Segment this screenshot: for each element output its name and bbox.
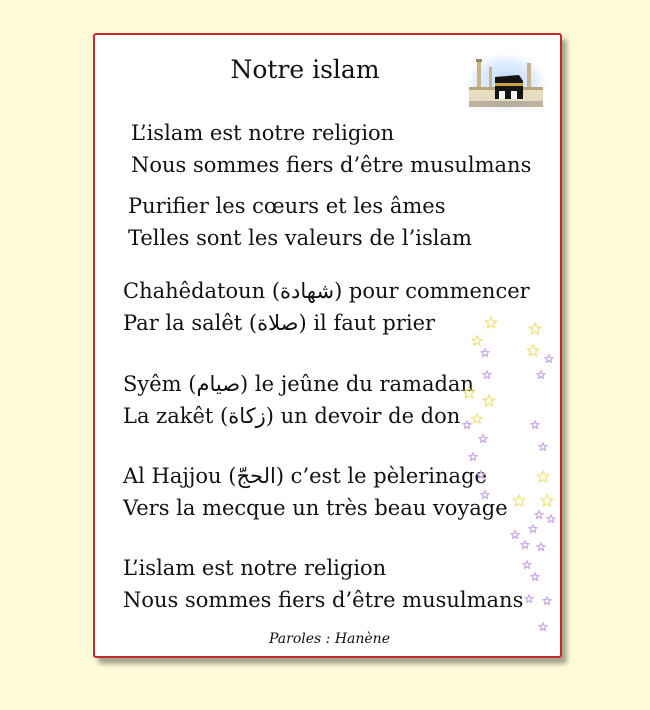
sparkle-star — [531, 421, 539, 428]
stanza-4 — [123, 368, 474, 432]
credit-line: Paroles : Hanène — [269, 631, 390, 647]
sparkle-star — [537, 471, 548, 482]
stanza-5 — [123, 460, 508, 524]
sparkle-star — [545, 355, 553, 362]
sparkle-star — [525, 595, 533, 602]
stanza-1 — [131, 117, 531, 181]
sparkle-star — [539, 443, 547, 450]
sparkle-star — [541, 495, 552, 506]
verse-line: Al Hajjou (الحجّ) c’est le pèlerinage — [123, 464, 487, 488]
poem-title: Notre islam — [230, 55, 380, 84]
sparkle-star — [479, 435, 487, 442]
verse-line: Telles sont les valeurs de l’islam — [128, 226, 472, 250]
sparkle-star — [537, 543, 545, 550]
sparkle-star — [531, 573, 539, 580]
sparkle-star — [543, 597, 551, 604]
sparkle-star — [483, 395, 494, 406]
verse-line: Nous sommes fiers d’être musulmans — [131, 153, 532, 177]
sparkle-star — [481, 349, 489, 356]
stanza-2 — [128, 190, 472, 254]
sparkle-star — [539, 623, 547, 630]
verse-line: Chahêdatoun (شهادة) pour commencer — [123, 279, 530, 303]
verse-line: La zakêt (زكاة) un devoir de don — [123, 404, 461, 428]
verse-line: Par la salêt (صلاة) il faut prier — [123, 311, 436, 335]
poem-card — [93, 33, 562, 658]
sparkle-star — [529, 323, 540, 334]
sparkle-star — [547, 515, 555, 522]
sparkle-star — [535, 511, 543, 518]
kaaba-icon — [465, 53, 547, 113]
sparkle-star — [483, 371, 491, 378]
verse-line: Purifier les cœurs et les âmes — [128, 194, 446, 218]
sparkle-star — [523, 561, 531, 568]
verse-line: Syêm (صيام) le jeûne du ramadan — [123, 372, 474, 396]
sparkle-star — [513, 495, 524, 506]
verse-line: Vers la mecque un très beau voyage — [123, 496, 508, 520]
verse-line: L’islam est notre religion — [123, 556, 387, 580]
sparkle-star — [529, 525, 537, 532]
stanza-3 — [123, 275, 530, 339]
sparkle-star — [521, 541, 529, 548]
stanza-6 — [123, 552, 523, 616]
verse-line: Nous sommes fiers d’être musulmans — [123, 588, 524, 612]
sparkle-star — [537, 371, 545, 378]
verse-line: L’islam est notre religion — [131, 121, 395, 145]
sparkle-star — [527, 345, 538, 356]
sparkle-star — [511, 531, 519, 538]
